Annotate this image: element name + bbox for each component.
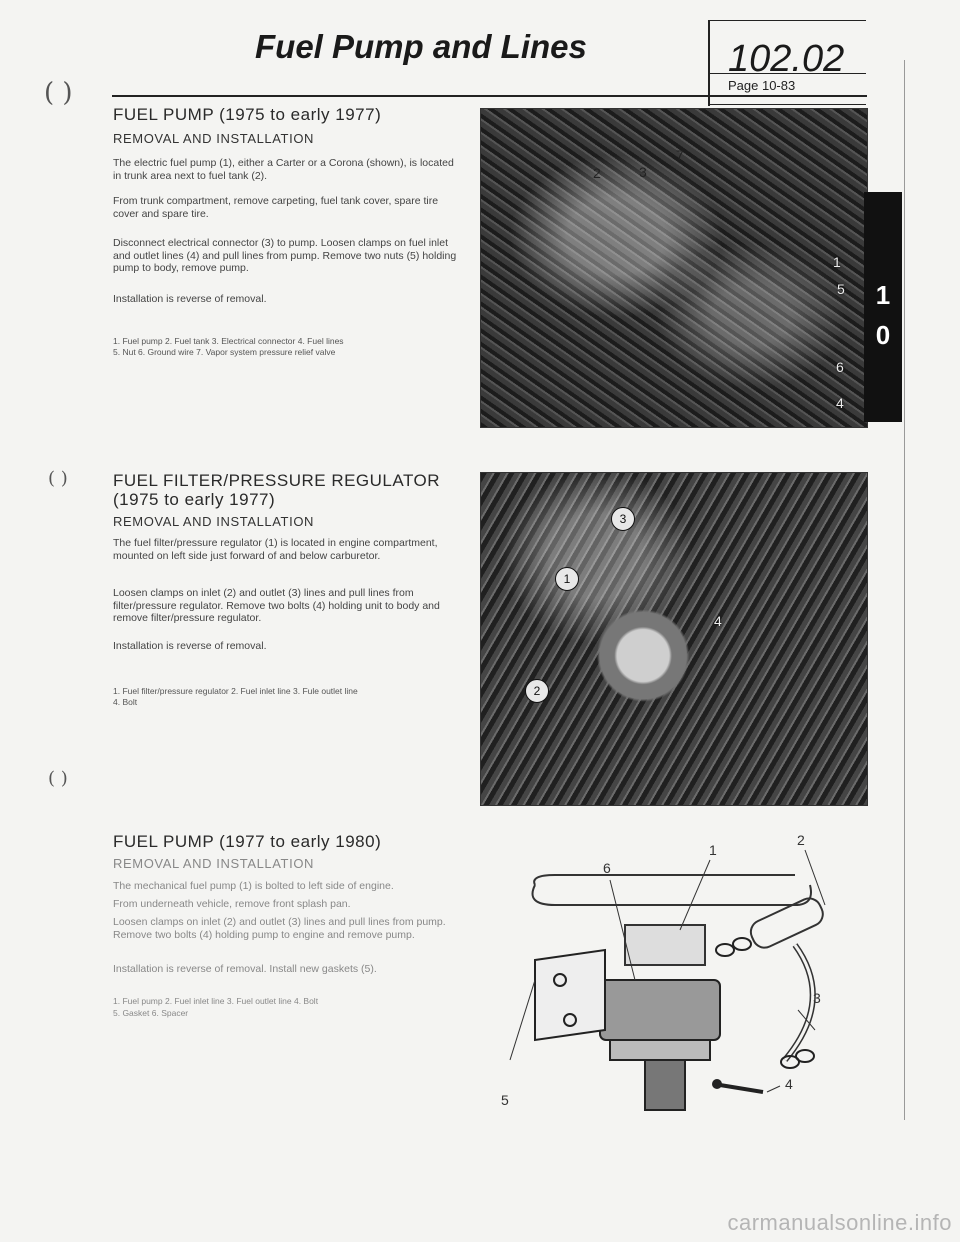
section-1-subtitle: REMOVAL AND INSTALLATION bbox=[113, 131, 315, 146]
section-2-title: FUEL FILTER/PRESSURE REGULATOR bbox=[113, 471, 441, 490]
photo1-label-5: 5 bbox=[837, 281, 845, 297]
photo2-label-4: 4 bbox=[714, 613, 722, 629]
section-2-subtitle: REMOVAL AND INSTALLATION bbox=[113, 514, 315, 529]
page-reference: Page 10-83 bbox=[728, 78, 796, 93]
section-1-caption-line-2: 5. Nut 6. Ground wire 7. Vapor system pressure relief valve bbox=[113, 347, 336, 357]
chapter-tab-digit-1: 1 bbox=[875, 280, 891, 310]
section-2-para-3: Installation is reverse of removal. bbox=[113, 640, 267, 652]
photo2-callout-3: 3 bbox=[611, 507, 635, 531]
fuel-filter-regulator-photo bbox=[480, 472, 868, 806]
section-1-para-2: From trunk compartment, remove carpeting, fuel tank cover, spare tire cover and spare tire. bbox=[113, 195, 439, 220]
section-1-para-4: Installation is reverse of removal. bbox=[113, 293, 267, 305]
section-3-caption-line-1: 1. Fuel pump 2. Fuel inlet line 3. Fuel outlet line 4. Bolt bbox=[113, 996, 319, 1006]
fuel-pump-photo bbox=[480, 108, 868, 428]
diagram-drawing bbox=[495, 830, 875, 1130]
binder-hole-mark-3: ( ) bbox=[48, 768, 68, 789]
section-3-title: FUEL PUMP (1977 to early 1980) bbox=[113, 832, 382, 851]
pump-body bbox=[600, 980, 720, 1040]
photo2-callout-2: 2 bbox=[525, 679, 549, 703]
photo1-label-2: 2 bbox=[593, 165, 601, 181]
section-3-caption-line-2: 5. Gasket 6. Spacer bbox=[113, 1008, 189, 1018]
pump-cap bbox=[625, 925, 705, 965]
section-3-para-2: From underneath vehicle, remove front splash pan. bbox=[113, 898, 351, 910]
watermark: carmanualsonline.info bbox=[727, 1210, 952, 1235]
section-1-para-1: The electric fuel pump (1), either a Carter or a Corona (shown), is located in trunk area next to fuel tank (2). bbox=[113, 157, 454, 182]
diagram-label-1: 1 bbox=[709, 842, 717, 858]
header-box-top bbox=[708, 20, 866, 21]
section-2-para-2: Loosen clamps on inlet (2) and outlet (3) lines and pull lines from filter/pressure regulator. Remove two bolts (4) holding unit to body and remove filter/pressure regulator. bbox=[113, 587, 440, 624]
bolt bbox=[720, 1085, 763, 1092]
header-box-left bbox=[708, 20, 710, 106]
right-margin-rule bbox=[904, 60, 905, 1120]
photo1-label-1: 1 bbox=[833, 254, 841, 270]
section-2-title-years: (1975 to early 1977) bbox=[113, 490, 276, 509]
section-3-para-3: Loosen clamps on inlet (2) and outlet (3) lines and pull lines from pump. Remove two bolts (4) holding pump to engine and remove pump. bbox=[113, 916, 446, 941]
mechanical-fuel-pump-diagram bbox=[495, 830, 875, 1130]
section-3-subtitle: REMOVAL AND INSTALLATION bbox=[113, 856, 315, 871]
section-2-caption-line-1: 1. Fuel filter/pressure regulator 2. Fuel inlet line 3. Fule outlet line bbox=[113, 686, 358, 696]
photo1-label-7: 7 bbox=[676, 147, 684, 163]
binder-hole-mark-1: ( ) bbox=[44, 78, 73, 108]
photo1-label-6: 6 bbox=[836, 359, 844, 375]
section-1-para-3: Disconnect electrical connector (3) to pump. Loosen clamps on fuel inlet and outlet lines (4) and pull lines from pump. Remove two nuts (5) holding pump to body, remove pump. bbox=[113, 237, 457, 274]
photo2-callout-1: 1 bbox=[555, 567, 579, 591]
header-rule bbox=[112, 95, 867, 97]
pump-lever bbox=[645, 1060, 685, 1110]
photo1-label-3: 3 bbox=[639, 164, 647, 180]
page-number: 102.02 bbox=[728, 38, 845, 80]
diagram-label-4: 4 bbox=[785, 1076, 793, 1092]
diagram-label-5: 5 bbox=[501, 1092, 509, 1108]
header-box-bottom bbox=[708, 104, 866, 105]
diagram-label-6: 6 bbox=[603, 860, 611, 876]
section-3-para-4: Installation is reverse of removal. Install new gaskets (5). bbox=[113, 963, 377, 975]
inlet-hose bbox=[747, 895, 827, 952]
section-1-caption-line-1: 1. Fuel pump 2. Fuel tank 3. Electrical connector 4. Fuel lines bbox=[113, 336, 344, 346]
diagram-label-2: 2 bbox=[797, 832, 805, 848]
photo1-label-4: 4 bbox=[836, 395, 844, 411]
section-3-para-1: The mechanical fuel pump (1) is bolted to left side of engine. bbox=[113, 880, 394, 892]
chapter-tab bbox=[864, 192, 902, 422]
section-2-para-1: The fuel filter/pressure regulator (1) is located in engine compartment, mounted on left side just forward of and below carburetor. bbox=[113, 537, 438, 562]
chapter-tab-digit-2: 0 bbox=[875, 320, 891, 350]
page-title: Fuel Pump and Lines bbox=[255, 28, 587, 65]
section-2-caption-line-2: 4. Bolt bbox=[113, 697, 138, 707]
section-1-title: FUEL PUMP (1975 to early 1977) bbox=[113, 105, 382, 124]
fuel-line-hose bbox=[533, 885, 812, 905]
diagram-label-3: 3 bbox=[813, 990, 821, 1006]
binder-hole-mark-2: ( ) bbox=[48, 468, 68, 489]
